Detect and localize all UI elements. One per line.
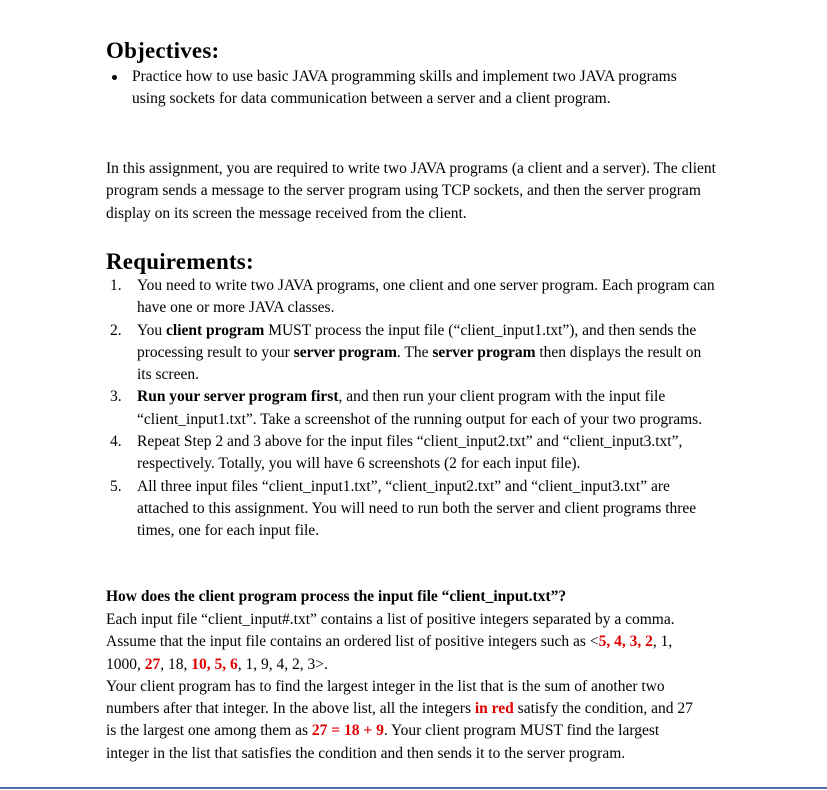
explanation-text-part: Your client program has to find the largest integer in the list that is the sum of another two numbers after that integer. In the above list, all the integers <box>106 677 665 718</box>
requirement-item-1 <box>106 275 716 320</box>
page-bottom-rule <box>0 787 827 789</box>
explanation-text-part: , 18, <box>160 655 192 673</box>
requirement-number: 2. <box>110 321 122 339</box>
objectives-list <box>106 66 706 111</box>
explanation-text-part: , 1, 1000, <box>106 633 673 673</box>
requirement-text: You need to write two JAVA programs, one client and one server program. Each program can have one or more JAVA classes. <box>137 277 715 317</box>
requirement-text: Repeat Step 2 and 3 above for the input files “client_input2.txt” and “client_input3.txt”, respectively. Totally, you will have 6 screenshots (2 for each input file). <box>137 433 683 473</box>
explanation-text-part: Each input file “client_input#.txt” contains a list of positive integers separated by a comma. Assume that the input file contains an ordered list of positive integers such as < <box>106 611 675 651</box>
requirement-bold-text: server program <box>432 343 536 361</box>
explanation-text-part: . Your client program MUST find the largest integer in the list that satisfies the condition and then sends it to the server program. <box>106 722 660 762</box>
requirement-item-2 <box>106 320 716 387</box>
explanation-text-part: satisfy the condition, and 27 is the largest one among them as <box>106 700 693 740</box>
process-explanation <box>106 609 706 765</box>
requirement-number: 4. <box>110 433 122 451</box>
bullet-dot-icon <box>112 75 117 80</box>
objectives-heading: Objectives: <box>106 38 220 63</box>
objectives-bullet-text: Practice how to use basic JAVA programming skills and implement two JAVA programs using sockets for data communication between a server and a client program. <box>132 68 677 108</box>
requirement-text-part: . The <box>396 343 433 361</box>
requirement-text-part: You <box>137 321 167 339</box>
explanation-text-part: , 1, 9, 4, 2, 3>. <box>237 655 328 673</box>
requirement-text: All three input files “client_input1.txt”, “client_input2.txt” and “client_input3.txt” are attached to this assignment. You will need to run both the server and client programs three times, one for each input file. <box>137 477 697 540</box>
requirements-heading: Requirements: <box>106 249 254 274</box>
objectives-bullet-item <box>106 66 706 111</box>
highlighted-numbers: 10, 5, 6 <box>191 655 238 673</box>
requirement-bold-text: client program <box>166 321 265 339</box>
highlighted-phrase: in red <box>474 700 514 718</box>
requirement-item-4 <box>106 431 716 476</box>
requirement-bold-text: server program <box>293 343 397 361</box>
requirement-item-5 <box>106 476 716 543</box>
highlighted-equation: 27 = 18 + 9 <box>311 722 384 740</box>
process-heading: How does the client program process the input file “client_input.txt”? <box>106 588 567 605</box>
highlighted-numbers: 27 <box>144 655 161 673</box>
requirement-item-3 <box>106 386 716 431</box>
requirement-text-part: , and then run your client program with the input file “client_input1.txt”. Take a screenshot of the running output for each of your two programs. <box>137 388 703 428</box>
requirement-number: 3. <box>110 388 122 406</box>
requirement-number: 5. <box>110 477 122 495</box>
requirement-bold-text: Run your server program first <box>137 388 339 406</box>
requirement-text-part: MUST process the input file (“client_input1.txt”), and then sends the processing result to your <box>137 321 697 361</box>
requirement-text-part: then displays the result on its screen. <box>137 343 702 384</box>
requirement-number: 1. <box>110 277 122 294</box>
intro-paragraph: In this assignment, you are required to write two JAVA programs (a client and a server). The client program sends a message to the server program using TCP sockets, and then the server program display on its screen the message received from the client. <box>106 160 716 222</box>
requirements-list <box>106 275 716 543</box>
highlighted-numbers: 5, 4, 3, 2 <box>598 633 653 651</box>
